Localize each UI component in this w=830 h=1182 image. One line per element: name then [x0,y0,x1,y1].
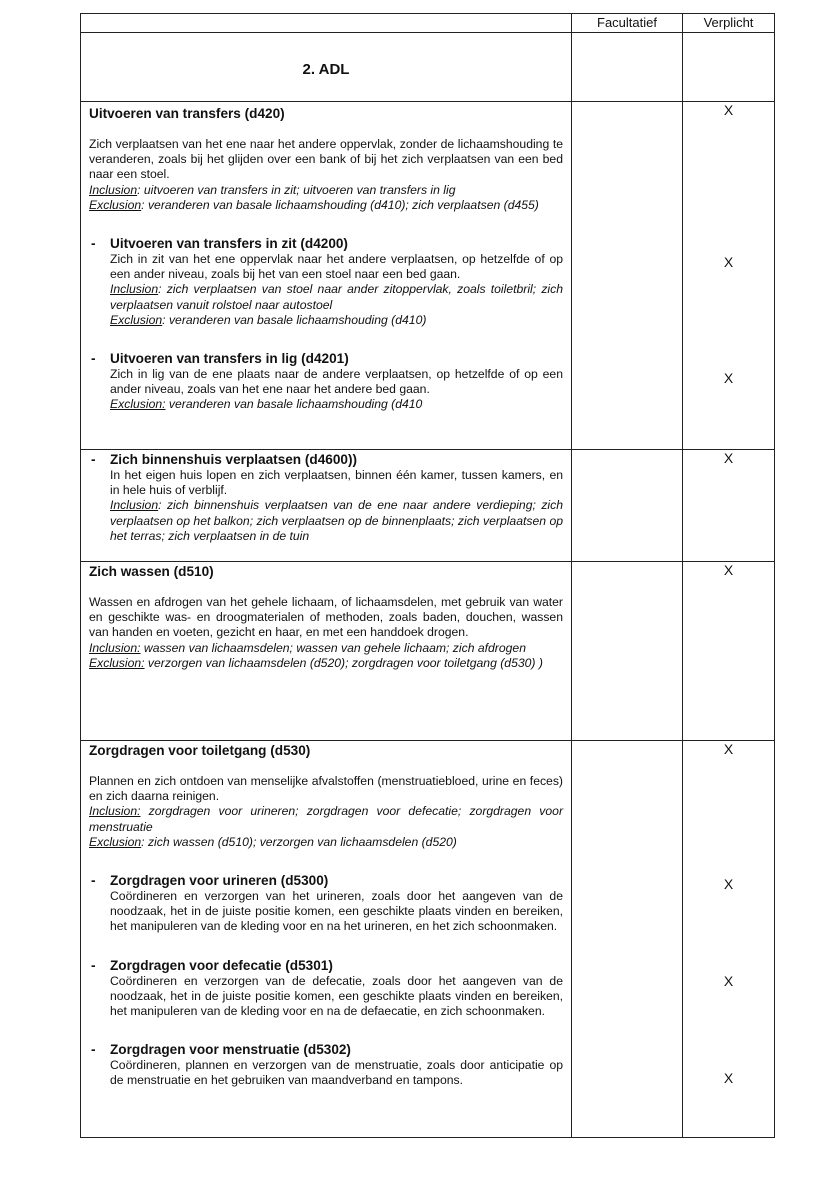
header-col1 [81,14,572,33]
table-row [81,562,775,741]
exclusion-text: : zich wassen (d510); verzorgen van lichaamsdelen (d520) [141,834,457,849]
facultatief-cell [572,562,683,741]
item-description: Zich verplaatsen van het ene naar het andere oppervlak, zonder de lichaamshouding te veranderen, zoals bij het glijden over een bank of bij het zich verplaatsen van een bed naar een stoel. [89,137,563,182]
item-description: Wassen en afdrogen van het gehele lichaam, of lichaamsdelen, met gebruik van water en geschikte was- en droogmaterialen of methoden, zoals baden, douchen, wassen van handen en voeten, gezicht en haar, en met een handdoek drogen. [89,595,563,640]
check-mark: X [723,254,734,270]
check-mark: X [723,1070,734,1086]
inclusion-label: Inclusion: [89,804,141,819]
exclusion-text: : veranderen van basale lichaamshouding (d410) [162,312,427,327]
sub-item: - Zich binnenshuis verplaatsen (d4600)) In het eigen huis lopen en zich verplaatsen, binnen één kamer, tussen kamers, en in hele huis of verblijf. Inclusion: zich binnenshuis verplaatsen van de ene naar andere verdieping; zich verplaatsen op het balkon; zich verplaatsen op de binnenplaats; zich verplaatsen op het terras; zich verplaatsen in de tuin [91,452,563,543]
facultatief-cell [572,102,683,450]
check-mark: X [723,741,734,757]
inclusion-label: Inclusion [110,282,159,297]
sub-item: - Uitvoeren van transfers in zit (d4200) Zich in zit van het ene oppervlak naar het andere verplaatsen, op hetzelfde of op een ander niveau, zoals bij het van een stoel naar een bed gaan. Inclusion: zich verplaatsen van stoel naar ander zitoppervlak, zoals toiletbril; zich verplaatsen vanuit rolstoel naar autostoel Exclusion: veranderen van basale lichaamshouding (d410) [91,236,563,327]
inclusion-label: Inclusion [110,498,159,513]
header-verplicht: Verplicht [683,14,775,33]
verplicht-cell [683,741,775,1138]
inclusion-text: : uitvoeren van transfers in zit; uitvoeren van transfers in lig [137,182,456,197]
sub-item-title: Zorgdragen voor defecatie (d5301) [110,957,333,973]
exclusion-label: Exclusion [89,834,142,849]
sub-item-description: Zich in lig van de ene plaats naar de andere verplaatsen, op hetzelfde of op een ander niveau, zoals van het ene naar het andere bed gaan. [110,367,563,397]
sub-item-description: In het eigen huis lopen en zich verplaatsen, binnen één kamer, tussen kamers, en in hele huis of verblijf. [110,468,563,498]
header-facultatief: Facultatief [572,14,683,33]
section-title: 2. ADL [302,61,350,78]
header-row [81,14,775,33]
table-row [81,102,775,450]
sub-item: - Zorgdragen voor menstruatie (d5302) Coördineren, plannen en verzorgen van de menstruatie, zoals door anticipatie op de menstruatie en het gebruiken van maandverband en tampons. [91,1042,563,1088]
check-mark: X [723,370,734,386]
sub-item-title: Zich binnenshuis verplaatsen (d4600)) [110,452,358,467]
facultatief-cell [572,741,683,1138]
verplicht-cell [683,450,775,562]
exclusion-label: Exclusion [110,312,163,327]
inclusion-label: Inclusion: [89,640,141,655]
sub-item-title: Uitvoeren van transfers in zit (d4200) [110,236,348,252]
inclusion-text: : zich verplaatsen van stoel naar ander zitoppervlak, zoals toiletbril; zich verplaatsen vanuit rolstoel naar autostoel [110,282,563,312]
check-mark: X [723,876,734,892]
check-mark: X [723,450,734,466]
sub-item-description: Zich in zit van het ene oppervlak naar het andere verplaatsen, op hetzelfde of op een ander niveau, zoals bij het van een stoel naar een bed gaan. [110,252,563,282]
inclusion-label: Inclusion [89,182,138,197]
verplicht-cell [683,562,775,741]
check-mark: X [723,102,734,118]
check-mark: X [723,562,734,578]
facultatief-cell [572,450,683,562]
sub-item-description: Coördineren en verzorgen van de defecatie, zoals door het aangeven van de noodzaak, het in de juiste positie komen, een geschikte plaats vinden en bereiken, het manipuleren van de kleding voor en na de defaecatie, en zich schoonmaken. [110,973,563,1019]
inclusion-text: wassen van lichaamsdelen; wassen van gehele lichaam; zich afdrogen [140,640,526,655]
item-title: Zich wassen (d510) [89,564,214,579]
adl-table [80,13,775,1138]
inclusion-text: : zich binnenshuis verplaatsen van de ene naar andere verdieping; zich verplaatsen op het balkon; zich verplaatsen op de binnenplaats; zich verplaatsen op het terras; zich verplaatsen in de tuin [110,498,563,543]
exclusion-label: Exclusion: [110,397,166,412]
exclusion-text: verzorgen van lichaamsdelen (d520); zorgdragen voor toiletgang (d530) ) [144,655,543,670]
sub-item-description: Coördineren en verzorgen van het urineren, zoals door het aangeven van de noodzaak, het in de juiste positie komen, een geschikte plaats vinden en bereiken, het manipuleren van de kleding voor en na het urineren, en het zich schoonmaken. [110,889,563,934]
sub-item-title: Zorgdragen voor menstruatie (d5302) [110,1042,351,1058]
table-row [81,450,775,562]
sub-item: - Uitvoeren van transfers in lig (d4201) Zich in lig van de ene plaats naar de andere verplaatsen, op hetzelfde of op een ander niveau, zoals van het ene naar het andere bed gaan. Exclusion: veranderen van basale lichaamshouding (d410 [91,351,563,412]
sub-item-title: Zorgdragen voor urineren (d5300) [110,873,329,889]
exclusion-label: Exclusion [89,197,142,212]
sub-item-title: Uitvoeren van transfers in lig (d4201) [110,351,349,367]
verplicht-cell [683,102,775,450]
sub-item: - Zorgdragen voor defecatie (d5301) Coördineren en verzorgen van de defecatie, zoals door het aangeven van de noodzaak, het in de juiste positie komen, een geschikte plaats vinden en bereiken, het manipuleren van de kleding voor en na de defaecatie, en zich schoonmaken. [91,957,563,1019]
sub-item-description: Coördineren, plannen en verzorgen van de menstruatie, zoals door anticipatie op de menstruatie en het gebruiken van maandverband en tampons. [110,1058,563,1088]
inclusion-text: zorgdragen voor urineren; zorgdragen voor defecatie; zorgdragen voor menstruatie [89,804,563,834]
exclusion-label: Exclusion: [89,655,145,670]
exclusion-text: : veranderen van basale lichaamshouding (d410); zich verplaatsen (d455) [141,197,539,212]
section-title-row [81,33,775,102]
item-title: Uitvoeren van transfers (d420) [89,106,285,121]
check-mark: X [723,973,734,989]
item-title: Zorgdragen voor toiletgang (d530) [89,743,311,758]
item-description: Plannen en zich ontdoen van menselijke afvalstoffen (menstruatiebloed, urine en feces) en zich daarna reinigen. [89,774,563,804]
exclusion-text: veranderen van basale lichaamshouding (d410 [165,397,423,412]
table-row [81,741,775,1138]
sub-item: - Zorgdragen voor urineren (d5300) Coördineren en verzorgen van het urineren, zoals door het aangeven van de noodzaak, het in de juiste positie komen, een geschikte plaats vinden en bereiken, het manipuleren van de kleding voor en na het urineren, en het zich schoonmaken. [91,873,563,934]
